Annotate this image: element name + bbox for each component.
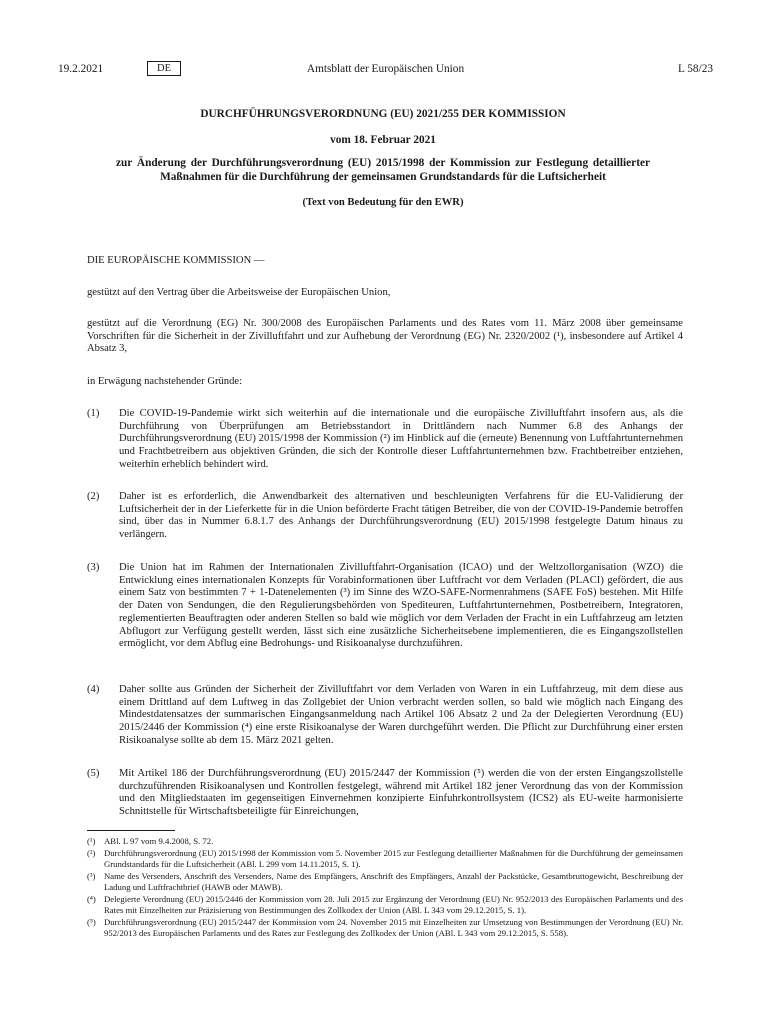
footnote-text: Delegierte Verordnung (EU) 2015/2446 der Kommission vom 28. Juli 2015 zur Ergänzung der Verordnung (EU) Nr. 952/2013 des Europäischen Parlaments und des Rates mit Einzelheiten zur Präzisierung von Bestimmungen des Zollkodex der Union (ABl. L 343 vom 29.12.2015, S. 1). bbox=[104, 894, 683, 915]
footnote bbox=[87, 836, 683, 847]
recital-number: (2) bbox=[87, 491, 100, 502]
footnote bbox=[87, 848, 683, 869]
recital-item bbox=[87, 408, 683, 472]
footnote-number: (¹) bbox=[87, 836, 96, 846]
recital-text: Die COVID-19-Pandemie wirkt sich weiterhin auf die internationale und die europäische Zivilluftfahrt insofern aus, als die Durchführung von Überprüfungen am Betriebsstandort in Drittländern nach Nummer 6.8 des Anhangs der Durchführungsverordnung (EU) 2015/1998 der Kommission (²) im Hinblick auf die (erneute) Benennung von Luftfahrtunternehmen und Frachtbetreibern aus objektiven Gründen, die sich der Kontrolle dieser Luftfahrtunternehmen bzw. Frachtbetreiber entziehen, weiterhin erheblich behindert wird. bbox=[119, 408, 683, 470]
publication-date: 19.2.2021 bbox=[58, 63, 104, 75]
recital-number: (4) bbox=[87, 684, 100, 695]
recital-item bbox=[87, 562, 683, 651]
recital-number: (3) bbox=[87, 562, 100, 573]
journal-title: Amtsblatt der Europäischen Union bbox=[306, 63, 465, 75]
preamble-regulation: gestützt auf die Verordnung (EG) Nr. 300/2008 des Europäischen Parlaments und des Rates vom 11. März 2008 über gemeinsame Vorschriften für die Sicherheit in der Zivilluftfahrt und zur Aufhebung der Verordnung (EG) Nr. 2320/2002 (¹), insbesondere auf Artikel 4 Absatz 3, bbox=[87, 318, 683, 355]
footnote-number: (⁵) bbox=[87, 916, 96, 927]
recital-number: (1) bbox=[87, 408, 100, 419]
regulation-date: vom 18. Februar 2021 bbox=[330, 133, 436, 146]
footnote-number: (²) bbox=[87, 848, 96, 859]
recital-item bbox=[87, 491, 683, 542]
language-badge: DE bbox=[147, 61, 181, 76]
regulation-subject: zur Änderung der Durchführungsverordnung (EU) 2015/1998 der Kommission zur Festlegung detaillierter Maßnahmen für die Durchführung der gemeinsamen Grundstandards für die Luftsicherheit bbox=[116, 157, 650, 183]
footnotes bbox=[87, 836, 683, 940]
regulation-title: DURCHFÜHRUNGSVERORDNUNG (EU) 2021/255 DER KOMMISSION bbox=[200, 108, 566, 120]
recital-item bbox=[87, 768, 683, 819]
page-header bbox=[58, 61, 713, 77]
footnote bbox=[87, 894, 683, 915]
footnote-text: Name des Versenders, Anschrift des Versenders, Name des Empfängers, Anschrift des Empfängers, Anzahl der Packstücke, Gesamtbruttogewicht, Beschreibung der Ladung und Luftfrachtbrief (HAWB oder MAWB). bbox=[104, 871, 683, 892]
recital-text: Daher ist es erforderlich, die Anwendbarkeit des alternativen und beschleunigten Verfahrens für die EU-Validierung der Luftsicherheit der in der Lieferkette für in die Union beförderte Fracht tätigen Betreiber, die von der COVID-19-Pandemie betroffen sind, über das in Nummer 6.8.1.7 des Anhangs der Durchführungsverordnung (EU) 2015/1998 festgelegte Datum hinaus zu verlängern. bbox=[119, 491, 683, 541]
preamble-treaty: gestützt auf den Vertrag über die Arbeitsweise der Europäischen Union, bbox=[87, 287, 391, 298]
recital-number: (5) bbox=[87, 768, 100, 779]
recital-text: Die Union hat im Rahmen der Internationalen Zivilluftfahrt-Organisation (ICAO) und der Weltzollorganisation (WZO) die Entwicklung eines internationalen Konzepts für Vorabinformationen über Luftfracht vor dem Verladen (PLACI) gefördert, die aus einem Satz von bestimmten 7 + 1-Datenelementen (³) im Sinne des WZO-SAFE-Normenrahmens (SAFE FoS) bestehen. Mit Hilfe der Daten von Sendungen, die den Regulierungsbehörden von Spediteuren, Luftfahrtunternehmen, Postbetreibern, Integratoren, reglementierten Beauftragten oder anderen Stellen so bald wie möglich vor dem Verladen der Fracht in ein Luftfahrzeug am letzten Abflugort zur Verfügung gestellt werden, lässt sich eine zusätzliche Sicherheitsebene implementieren, die es Eingangszollstellen ermöglicht, vor dem Abflug eine Bedrohungs- und Risikoanalyse durchzuführen. bbox=[119, 562, 683, 650]
preamble-whereas: in Erwägung nachstehender Gründe: bbox=[87, 376, 243, 387]
recital-text: Mit Artikel 186 der Durchführungsverordnung (EU) 2015/2447 der Kommission (⁵) werden die von der ersten Eingangszollstelle durchzuführenden Risikoanalysen und Kontrollen festgelegt, während mit Artikel 182 jener Verordnung das von der Kommission und den Mitgliedstaaten im gegenseitigen Einvernehmen konzipierte Einfuhrkontrollsystem (ICS2) als EU-weite harmonisierte Schnittstelle für Wirtschaftsbeteiligte für Einreichungen, bbox=[119, 768, 683, 818]
footnote-text: ABl. L 97 vom 9.4.2008, S. 72. bbox=[104, 836, 214, 846]
recital-text: Daher sollte aus Gründen der Sicherheit der Zivilluftfahrt vor dem Verladen von Waren in ein Luftfahrzeug, mit dem diese aus einem Drittland auf dem Luftweg in das Zollgebiet der Union verbracht werden sollen, so bald wie möglich nach Eingang des Mindestdatensatzes der summarischen Eingangsanmeldung nach Artikel 106 Absatz 2 und 2a der Delegierten Verordnung (EU) 2015/2446 der Kommission (⁴) eine erste Risikoanalyse der Waren durchgeführt werden. Die Pflicht zur Durchführung einer ersten Risikoanalyse sollte ab dem 15. März 2021 gelten. bbox=[119, 684, 683, 746]
preamble-commission: DIE EUROPÄISCHE KOMMISSION — bbox=[87, 255, 265, 266]
footnote bbox=[87, 917, 683, 938]
footnote-separator bbox=[87, 830, 175, 831]
recital-item bbox=[87, 684, 683, 748]
page-reference: L 58/23 bbox=[677, 63, 713, 75]
footnote-text: Durchführungsverordnung (EU) 2015/1998 der Kommission vom 5. November 2015 zur Festlegung detaillierter Maßnahmen für die Durchführung der gemeinsamen Grundstandards für die Luftsicherheit (ABl. L 299 vom 14.11.2015, S. 1). bbox=[104, 848, 683, 869]
footnote bbox=[87, 871, 683, 892]
footnote-number: (³) bbox=[87, 871, 96, 882]
footnote-number: (⁴) bbox=[87, 894, 96, 905]
regulation-title-block bbox=[116, 108, 650, 210]
footnote-text: Durchführungsverordnung (EU) 2015/2447 der Kommission vom 24. November 2015 mit Einzelheiten zur Umsetzung von Bestimmungen der Verordnung (EU) Nr. 952/2013 des Europäischen Parlaments und des Rates zur Festlegung des Zollkodex der Union (ABl. L 343 vom 29.12.2015, S. 558). bbox=[104, 916, 683, 938]
eea-relevance-note: (Text von Bedeutung für den EWR) bbox=[302, 197, 464, 208]
